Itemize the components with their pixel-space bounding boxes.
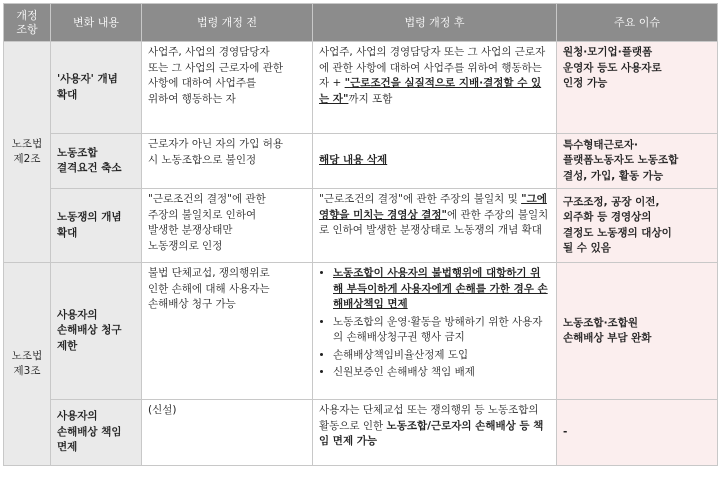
topic-cell: 노동쟁의 개념 확대 [51, 189, 142, 263]
before-cell: 불법 단체교섭, 쟁의행위로 인한 손해에 대해 사용자는 손해배상 청구 가능 [142, 263, 313, 400]
after-cell [313, 263, 557, 400]
header-row [4, 4, 718, 42]
after-tail: 까지 포함 [348, 92, 393, 105]
issue-cell: 원청·모기업·플랫폼 운영자 등도 사용자로 인정 가능 [557, 42, 718, 134]
table-row [4, 134, 718, 189]
after-bold: 노동조합/근로자의 손해배상 등 책임 면제 가능 [319, 419, 544, 447]
topic-cell: 사용자의 손해배상 책임 면제 [51, 400, 142, 466]
table-row [4, 263, 718, 400]
issue-cell: 노동조합·조합원 손해배상 부담 완화 [557, 263, 718, 400]
table-row [4, 189, 718, 263]
article-cell-labor-act-2: 노조법 제2조 [4, 42, 51, 263]
topic-cell: 사용자의 손해배상 청구 제한 [51, 263, 142, 400]
list-item: • 노동조합이 사용자의 불법행위에 대항하기 위해 부득이하게 사용자에게 손해를 가한 경우 손해배상책임 면제 [333, 266, 550, 313]
header-article: 개정 조항 [4, 4, 51, 42]
issue-cell: 특수형태근로자· 플랫폼노동자도 노동조합 결성, 가입, 활동 가능 [557, 134, 718, 189]
topic-cell: '사용자' 개념 확대 [51, 42, 142, 134]
before-cell: (신설) [142, 400, 313, 466]
after-text: 사업주, 사업의 경영담당자 또는 그 사업의 근로자에 관한 사항에 대하여 사업주를 위하여 행동하는 자 + [319, 46, 546, 89]
list-item: • 노동조합의 운영·활동을 방해하기 위한 사용자의 손해배상청구권 행사 금지 [333, 315, 550, 346]
list-item: • 손해배상책임비율산정제 도입 [333, 348, 550, 364]
header-before: 법령 개정 전 [142, 4, 313, 42]
table-row [4, 42, 718, 134]
after-cell [313, 189, 557, 263]
after-emphasis: 해당 내용 삭제 [319, 154, 388, 167]
issue-cell: - [557, 400, 718, 466]
after-tail: 에 관한 주장의 불일치로 인하여 발생한 분쟁상태로 노동쟁의 개념 확대 [319, 208, 549, 236]
issue-cell: 구조조정, 공장 이전, 외주화 등 경영상의 결정도 노동쟁의 대상이 될 수 있음 [557, 189, 718, 263]
after-cell [313, 400, 557, 466]
header-after: 법령 개정 후 [313, 4, 557, 42]
after-text: 사용자는 단체교섭 또는 쟁의행위 등 노동조합의 활동으로 인한 [319, 404, 539, 432]
header-issue: 주요 이슈 [557, 4, 718, 42]
article-cell-labor-act-3: 노조법 제3조 [4, 263, 51, 466]
header-topic: 변화 내용 [51, 4, 142, 42]
after-text: "근로조건의 결정"에 관한 주장의 불일치 및 [319, 193, 522, 205]
table-row [4, 400, 718, 466]
topic-cell: 노동조합 결격요건 축소 [51, 134, 142, 189]
before-cell: 근로자가 아닌 자의 가입 허용 시 노동조합으로 불인정 [142, 134, 313, 189]
law-amendment-table [3, 3, 718, 466]
after-bullet-list [319, 266, 550, 381]
before-cell: "근로조건의 결정"에 관한 주장의 불일치로 인하여 발생한 분쟁상태만 노동쟁의로 인정 [142, 189, 313, 263]
before-cell: 사업주, 사업의 경영담당자 또는 그 사업의 근로자에 관한 사항에 대하여 사업주를 위하여 행동하는 자 [142, 42, 313, 134]
after-emphasis: "근로조건을 실질적으로 지배·결정할 수 있는 자" [319, 77, 542, 105]
list-item: • 신원보증인 손해배상 책임 배제 [333, 365, 550, 381]
after-emphasis: "그에 영향을 미치는 경영상 결정" [319, 193, 547, 221]
after-cell [313, 134, 557, 189]
after-cell [313, 42, 557, 134]
